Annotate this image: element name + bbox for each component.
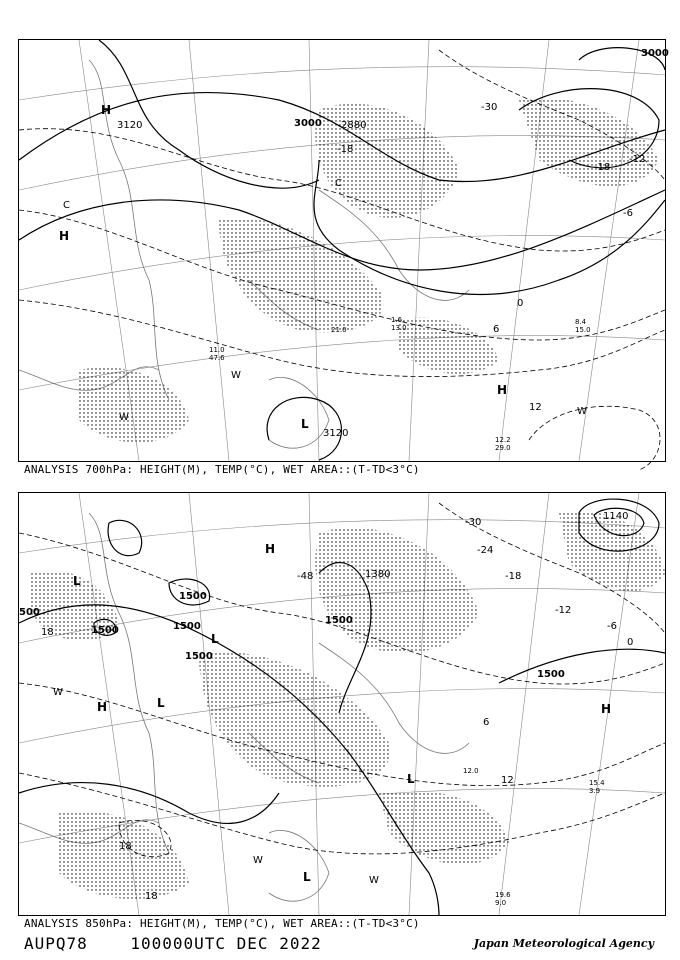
isotherm-label: -6 bbox=[623, 208, 633, 219]
isotherm-label: -18 bbox=[337, 144, 354, 155]
high-center: H bbox=[97, 700, 108, 714]
high-center: H bbox=[497, 383, 508, 397]
height-label: 500 bbox=[19, 607, 40, 618]
map-850hpa-canvas bbox=[19, 493, 665, 915]
high-center: H bbox=[59, 229, 70, 243]
isotherm-label: 18 bbox=[41, 627, 54, 638]
cold-center: C bbox=[335, 178, 342, 189]
station-value: 8.4 bbox=[575, 318, 587, 326]
low-center: L bbox=[303, 870, 311, 884]
map-panel-850hpa bbox=[18, 492, 666, 916]
isotherm-label: 12 bbox=[529, 402, 542, 413]
station-value: 13.0 bbox=[391, 324, 407, 332]
warm-center: W bbox=[231, 370, 241, 381]
high-center: H bbox=[601, 702, 612, 716]
isotherm-label: -30 bbox=[465, 517, 482, 528]
height-label: 1500 bbox=[173, 621, 201, 632]
low-center: L bbox=[157, 696, 165, 710]
station-value: 9.0 bbox=[495, 899, 507, 907]
isotherm-label: -24 bbox=[477, 545, 494, 556]
isotherm-label: -48 bbox=[297, 571, 314, 582]
station-value: 15.4 bbox=[589, 779, 605, 787]
isotherm-label: -6 bbox=[607, 621, 617, 632]
height-label: 1500 bbox=[537, 669, 565, 680]
chart-datetime: 100000UTC DEC 2022 bbox=[130, 934, 322, 953]
map-panel-700hpa bbox=[18, 39, 669, 462]
station-value: 1.6 bbox=[391, 316, 403, 324]
station-value: 3.9 bbox=[589, 787, 601, 795]
low-center: L bbox=[407, 772, 415, 786]
panel-700-caption: ANALYSIS 700hPa: HEIGHT(M), TEMP(°C), WET AREA::(T-TD<3°C) bbox=[24, 463, 420, 476]
high-center: H bbox=[265, 542, 276, 556]
isotherm-label: -18 bbox=[505, 571, 522, 582]
warm-center: W bbox=[577, 406, 587, 417]
wet-areas bbox=[79, 98, 659, 442]
height-label: 3120 bbox=[117, 120, 143, 131]
chart-code-footer bbox=[24, 934, 322, 953]
station-value: 29.0 bbox=[495, 444, 511, 452]
isotherm-label: 6 bbox=[493, 324, 500, 335]
isotherm-label: -18 bbox=[594, 162, 611, 173]
height-label: 1500 bbox=[179, 591, 207, 602]
warm-center: W bbox=[119, 412, 129, 423]
agency-name: Japan Meteorological Agency bbox=[473, 937, 654, 950]
station-value: 12.2 bbox=[495, 436, 511, 444]
station-value: 15.0 bbox=[575, 326, 591, 334]
panel-850-caption: ANALYSIS 850hPa: HEIGHT(M), TEMP(°C), WET AREA::(T-TD<3°C) bbox=[24, 917, 420, 930]
height-label: 2880 bbox=[341, 120, 367, 131]
low-center: L bbox=[301, 417, 309, 431]
height-label: 1500 bbox=[325, 615, 353, 626]
warm-center: W bbox=[53, 687, 63, 698]
station-value: 21.0 bbox=[331, 326, 347, 334]
warm-center: W bbox=[369, 875, 379, 886]
isotherm-label: 6 bbox=[483, 717, 490, 728]
height-label: 1500 bbox=[185, 651, 213, 662]
chart-code: AUPQ78 bbox=[24, 934, 88, 953]
height-label: 1500 bbox=[91, 625, 119, 636]
height-label: 3120 bbox=[323, 428, 349, 439]
station-value: 11.0 bbox=[209, 346, 225, 354]
map-700hpa-canvas bbox=[19, 40, 669, 461]
low-center: L bbox=[73, 574, 81, 588]
station-value: 12.0 bbox=[463, 767, 479, 775]
isotherm-label: -30 bbox=[481, 102, 498, 113]
station-value: 47.6 bbox=[209, 354, 225, 362]
low-center: L bbox=[211, 632, 219, 646]
isotherm-label: 0 bbox=[627, 637, 634, 648]
isotherm-label: -12 bbox=[629, 154, 646, 165]
station-value: 19.6 bbox=[495, 891, 511, 899]
isotherm-label: 0 bbox=[517, 298, 524, 309]
high-center: H bbox=[101, 103, 112, 117]
warm-center: W bbox=[253, 855, 263, 866]
height-label: 3000 bbox=[294, 118, 322, 129]
height-label: 3000 bbox=[641, 48, 669, 59]
cold-center: C bbox=[63, 200, 70, 211]
isotherm-label: 18 bbox=[145, 891, 158, 902]
isotherm-label: -12 bbox=[555, 605, 572, 616]
height-label: 1380 bbox=[365, 569, 391, 580]
isotherm-label: 18 bbox=[119, 841, 132, 852]
height-label: 1140 bbox=[603, 511, 629, 522]
isotherm-label: 12 bbox=[501, 775, 514, 786]
